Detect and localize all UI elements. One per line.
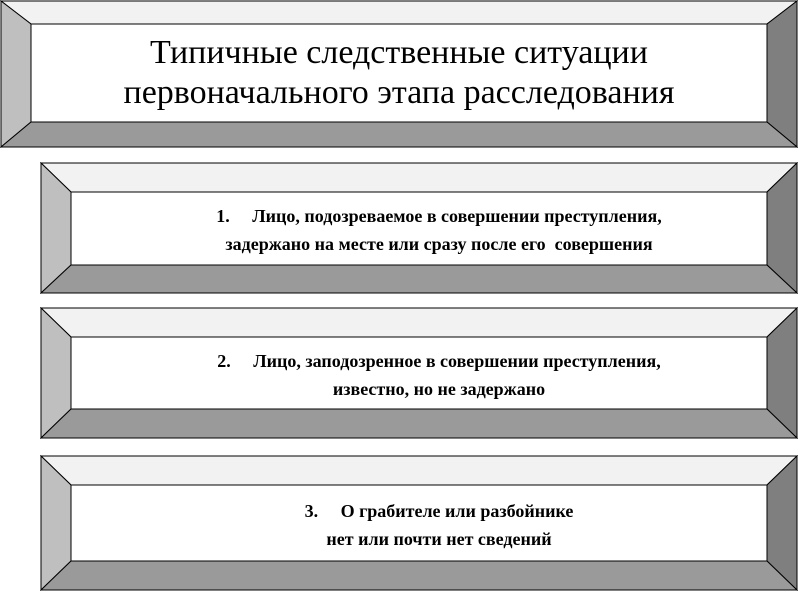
bevel-top	[41, 308, 797, 337]
situation-1-line-2: задержано на месте или сразу после его совершения	[225, 234, 653, 254]
situation-1-number: 1.	[216, 206, 230, 226]
situation-3-line-2: нет или почти нет сведений	[326, 529, 552, 549]
situation-3-text-a: О грабителе или разбойнике	[340, 501, 574, 521]
title-line-1: Типичные следственные ситуации	[150, 34, 648, 71]
situation-text-1	[110, 192, 768, 268]
situation-box-1	[40, 162, 798, 294]
situation-2-line-1	[217, 347, 660, 375]
bevel-top	[1, 1, 797, 24]
situation-2-number: 2.	[217, 351, 231, 371]
bevel-bottom	[41, 409, 797, 438]
situation-box-3	[40, 455, 798, 591]
situation-text-2	[110, 337, 768, 413]
page-title	[30, 24, 768, 122]
situation-box-2	[40, 307, 798, 439]
bevel-top	[41, 163, 797, 192]
situation-3-line-1	[305, 497, 574, 525]
bevel-bottom	[41, 265, 797, 293]
situation-1-line-1	[216, 202, 661, 230]
situation-1-text-a: Лицо, подозреваемое в совершении преступления,	[252, 206, 662, 226]
situation-text-3	[110, 485, 768, 565]
situation-3-number: 3.	[304, 501, 319, 521]
title-box	[0, 0, 798, 148]
bevel-bottom	[1, 122, 797, 147]
bevel-bottom	[41, 561, 797, 590]
situation-2-text-a: Лицо, заподозренное в совершении преступления,	[253, 351, 661, 371]
bevel-top	[41, 456, 797, 485]
situation-2-line-2: известно, но не задержано	[332, 379, 546, 399]
title-line-2: первоначального этапа расследования	[123, 74, 675, 111]
